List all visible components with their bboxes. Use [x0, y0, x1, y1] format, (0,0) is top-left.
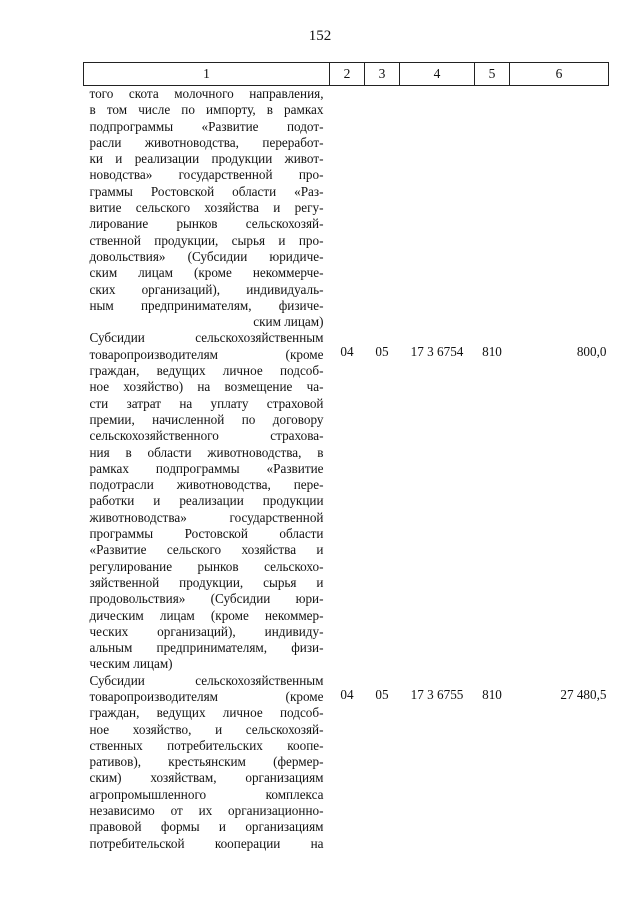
description-line: ное хозяйство, и сельскохозяй-	[89, 721, 324, 737]
budget-table	[83, 62, 609, 852]
row-section-code: 04	[340, 344, 354, 360]
header-col-5: 5	[475, 63, 510, 86]
description-line: регулирование рынков сельскохо-	[89, 558, 324, 574]
description-line: новодства» государственной про-	[89, 167, 324, 183]
description-line: ния в области животноводства, в	[89, 444, 324, 460]
description-line: Субсидии сельскохозяйственным	[89, 330, 324, 346]
description-line: сельскохозяйственного страхова-	[89, 428, 324, 444]
description-line: витие сельского хозяйства и регу-	[89, 200, 324, 216]
description-line: продовольствия» (Субсидии юри-	[89, 591, 324, 607]
row-expense-type: 810	[482, 344, 502, 360]
description-line: потребительской кооперации на	[89, 835, 324, 851]
row-amount: 800,0	[576, 344, 607, 360]
header-col-2: 2	[330, 63, 365, 86]
description-line: ческих организаций), индивиду-	[89, 623, 324, 639]
description-line: товаропроизводителям (кроме	[89, 688, 324, 704]
description-line: товаропроизводителям (кроме	[89, 346, 324, 362]
description-line: агропромышленного комплекса	[89, 786, 324, 802]
description-line: альным предпринимателям, физи-	[89, 640, 324, 656]
description-line: ративов), крестьянским (фермер-	[89, 754, 324, 770]
table-row	[84, 86, 609, 331]
description-line: ным предпринимателям, физиче-	[89, 297, 324, 313]
description-line: независимо от их организационно-	[89, 803, 324, 819]
description-line: граждан, ведущих личное подсоб-	[89, 363, 324, 379]
row-amount	[510, 86, 609, 331]
table-row	[84, 673, 609, 852]
description-line: Субсидии сельскохозяйственным	[89, 672, 324, 688]
row-subsection-code: 05	[375, 344, 389, 360]
row-expense-type: 810	[482, 686, 502, 702]
header-col-4: 4	[400, 63, 475, 86]
row-section-code	[330, 86, 365, 331]
row-subsection-code	[365, 86, 400, 331]
description-line: «Развитие сельского хозяйства и	[89, 542, 324, 558]
description-line: премии, начисленной по договору	[89, 411, 324, 427]
row-target-article: 17 3 6754	[410, 344, 464, 360]
row-description	[84, 330, 330, 672]
description-line: граммы Ростовской области «Раз-	[89, 183, 324, 199]
description-line: лирование рынков сельскохозяй-	[89, 216, 324, 232]
description-line: дическим лицам (кроме некоммер-	[89, 607, 324, 623]
description-line: правовой формы и организациям	[89, 819, 324, 835]
description-line: ских организаций), индивидуаль-	[89, 281, 324, 297]
row-amount: 27 480,5	[560, 686, 607, 702]
table-header-row	[84, 63, 609, 86]
description-line: расли животноводства, переработ-	[89, 134, 324, 150]
page-number: 152	[308, 28, 332, 44]
row-description	[84, 673, 330, 852]
description-line: в том числе по импорту, в рамках	[89, 102, 324, 118]
description-line: того скота молочного направления,	[89, 86, 324, 101]
row-target-article: 17 3 6755	[410, 686, 464, 702]
description-line: ное хозяйство) на возмещение ча-	[89, 379, 324, 395]
description-line: подотрасли животноводства, пере-	[89, 477, 324, 493]
description-line: подпрограммы «Развитие подот-	[89, 118, 324, 134]
description-line: животноводства» государственной	[89, 509, 324, 525]
description-line: ским лицам)	[253, 314, 324, 330]
table-row	[84, 330, 609, 672]
description-line: программы Ростовской области	[89, 526, 324, 542]
description-line: ки и реализации продукции живот-	[89, 151, 324, 167]
row-description	[84, 86, 330, 331]
description-line: зяйственной продукции, сырья и	[89, 574, 324, 590]
row-target-article	[400, 86, 475, 331]
description-line: ственных потребительских коопе-	[89, 737, 324, 753]
header-col-6: 6	[510, 63, 609, 86]
description-line: ческим лицам)	[89, 656, 173, 672]
description-line: ственной продукции, сырья и про-	[89, 232, 324, 248]
row-section-code: 04	[340, 686, 354, 702]
description-line: довольствия» (Субсидии юридиче-	[89, 248, 324, 264]
description-line: ским лицам (кроме некоммерче-	[89, 265, 324, 281]
row-subsection-code: 05	[375, 686, 389, 702]
header-col-1: 1	[84, 63, 330, 86]
description-line: сти затрат на уплату страховой	[89, 395, 324, 411]
description-line: работки и реализации продукции	[89, 493, 324, 509]
description-line: граждан, ведущих личное подсоб-	[89, 705, 324, 721]
description-line: ским) хозяйствам, организациям	[89, 770, 324, 786]
row-expense-type	[475, 86, 510, 331]
description-line: рамках подпрограммы «Развитие	[89, 460, 324, 476]
header-col-3: 3	[365, 63, 400, 86]
